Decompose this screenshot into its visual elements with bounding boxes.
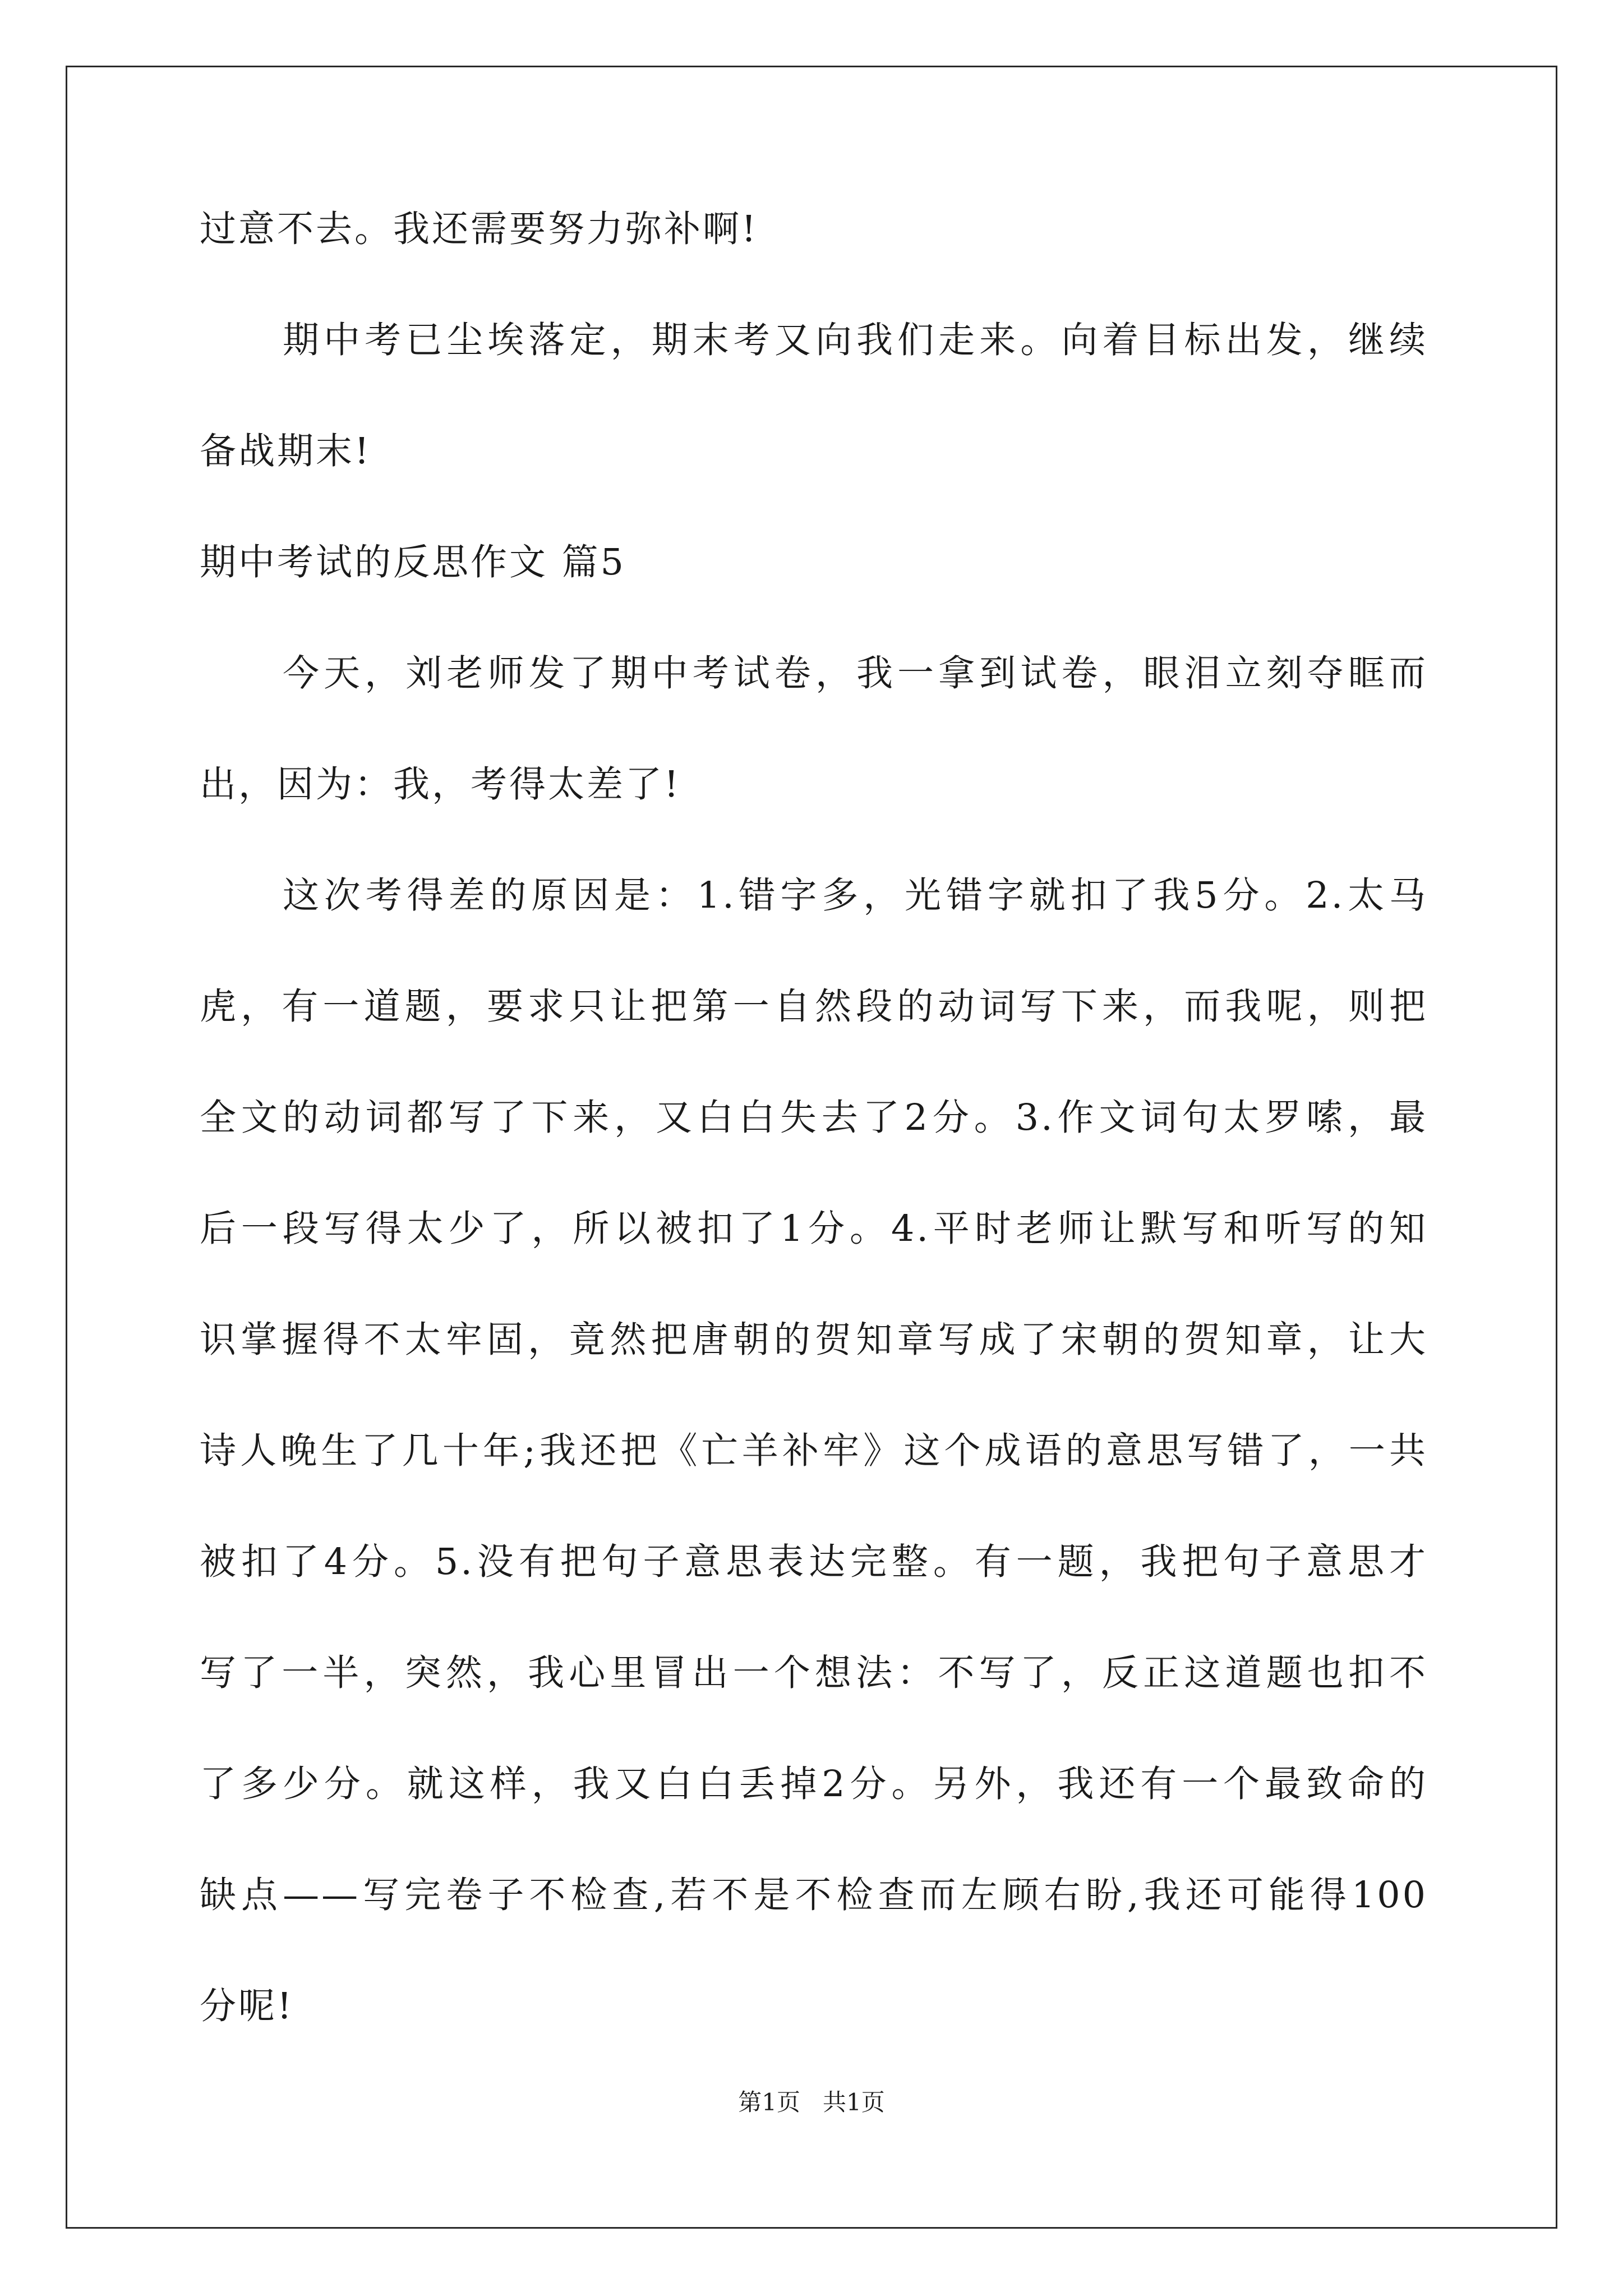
text-line: 这次考得差的原因是：1.错字多，光错字就扣了我5分。2.太马: [283, 875, 1428, 917]
text-line: 备战期末!: [200, 430, 372, 472]
text-line: 了多少分。就这样，我又白白丢掉2分。另外，我还有一个最致命的: [200, 1763, 1428, 1805]
section-heading: 期中考试的反思作文 篇5: [200, 541, 626, 583]
page-footer: 第1页 共1页: [738, 2088, 885, 2116]
text-line: 出，因为：我，考得太差了!: [200, 763, 681, 806]
text-line: 期中考已尘埃落定，期末考又向我们走来。向着目标出发，继续: [283, 319, 1428, 361]
text-line: 诗人晚生了几十年;我还把《亡羊补牢》这个成语的意思写错了，一共: [200, 1430, 1428, 1472]
text-line: 后一段写得太少了，所以被扣了1分。4.平时老师让默写和听写的知: [200, 1208, 1428, 1250]
text-line: 识掌握得不太牢固，竟然把唐朝的贺知章写成了宋朝的贺知章，让大: [200, 1319, 1428, 1361]
text-line: 分呢!: [200, 1985, 294, 2027]
text-line: 缺点——写完卷子不检查,若不是不检查而左顾右盼,我还可能得100: [200, 1874, 1428, 1916]
text-line: 今天，刘老师发了期中考试卷，我一拿到试卷，眼泪立刻夺眶而: [283, 652, 1428, 694]
text-line: 被扣了4分。5.没有把句子意思表达完整。有一题，我把句子意思才: [200, 1541, 1428, 1583]
text-line: 虎，有一道题，要求只让把第一自然段的动词写下来，而我呢，则把: [200, 986, 1428, 1028]
text-line: 全文的动词都写了下来，又白白失去了2分。3.作文词句太罗嗦，最: [200, 1097, 1428, 1139]
text-line: 过意不去。我还需要努力弥补啊!: [200, 208, 759, 250]
text-line: 写了一半，突然，我心里冒出一个想法：不写了，反正这道题也扣不: [200, 1652, 1428, 1694]
